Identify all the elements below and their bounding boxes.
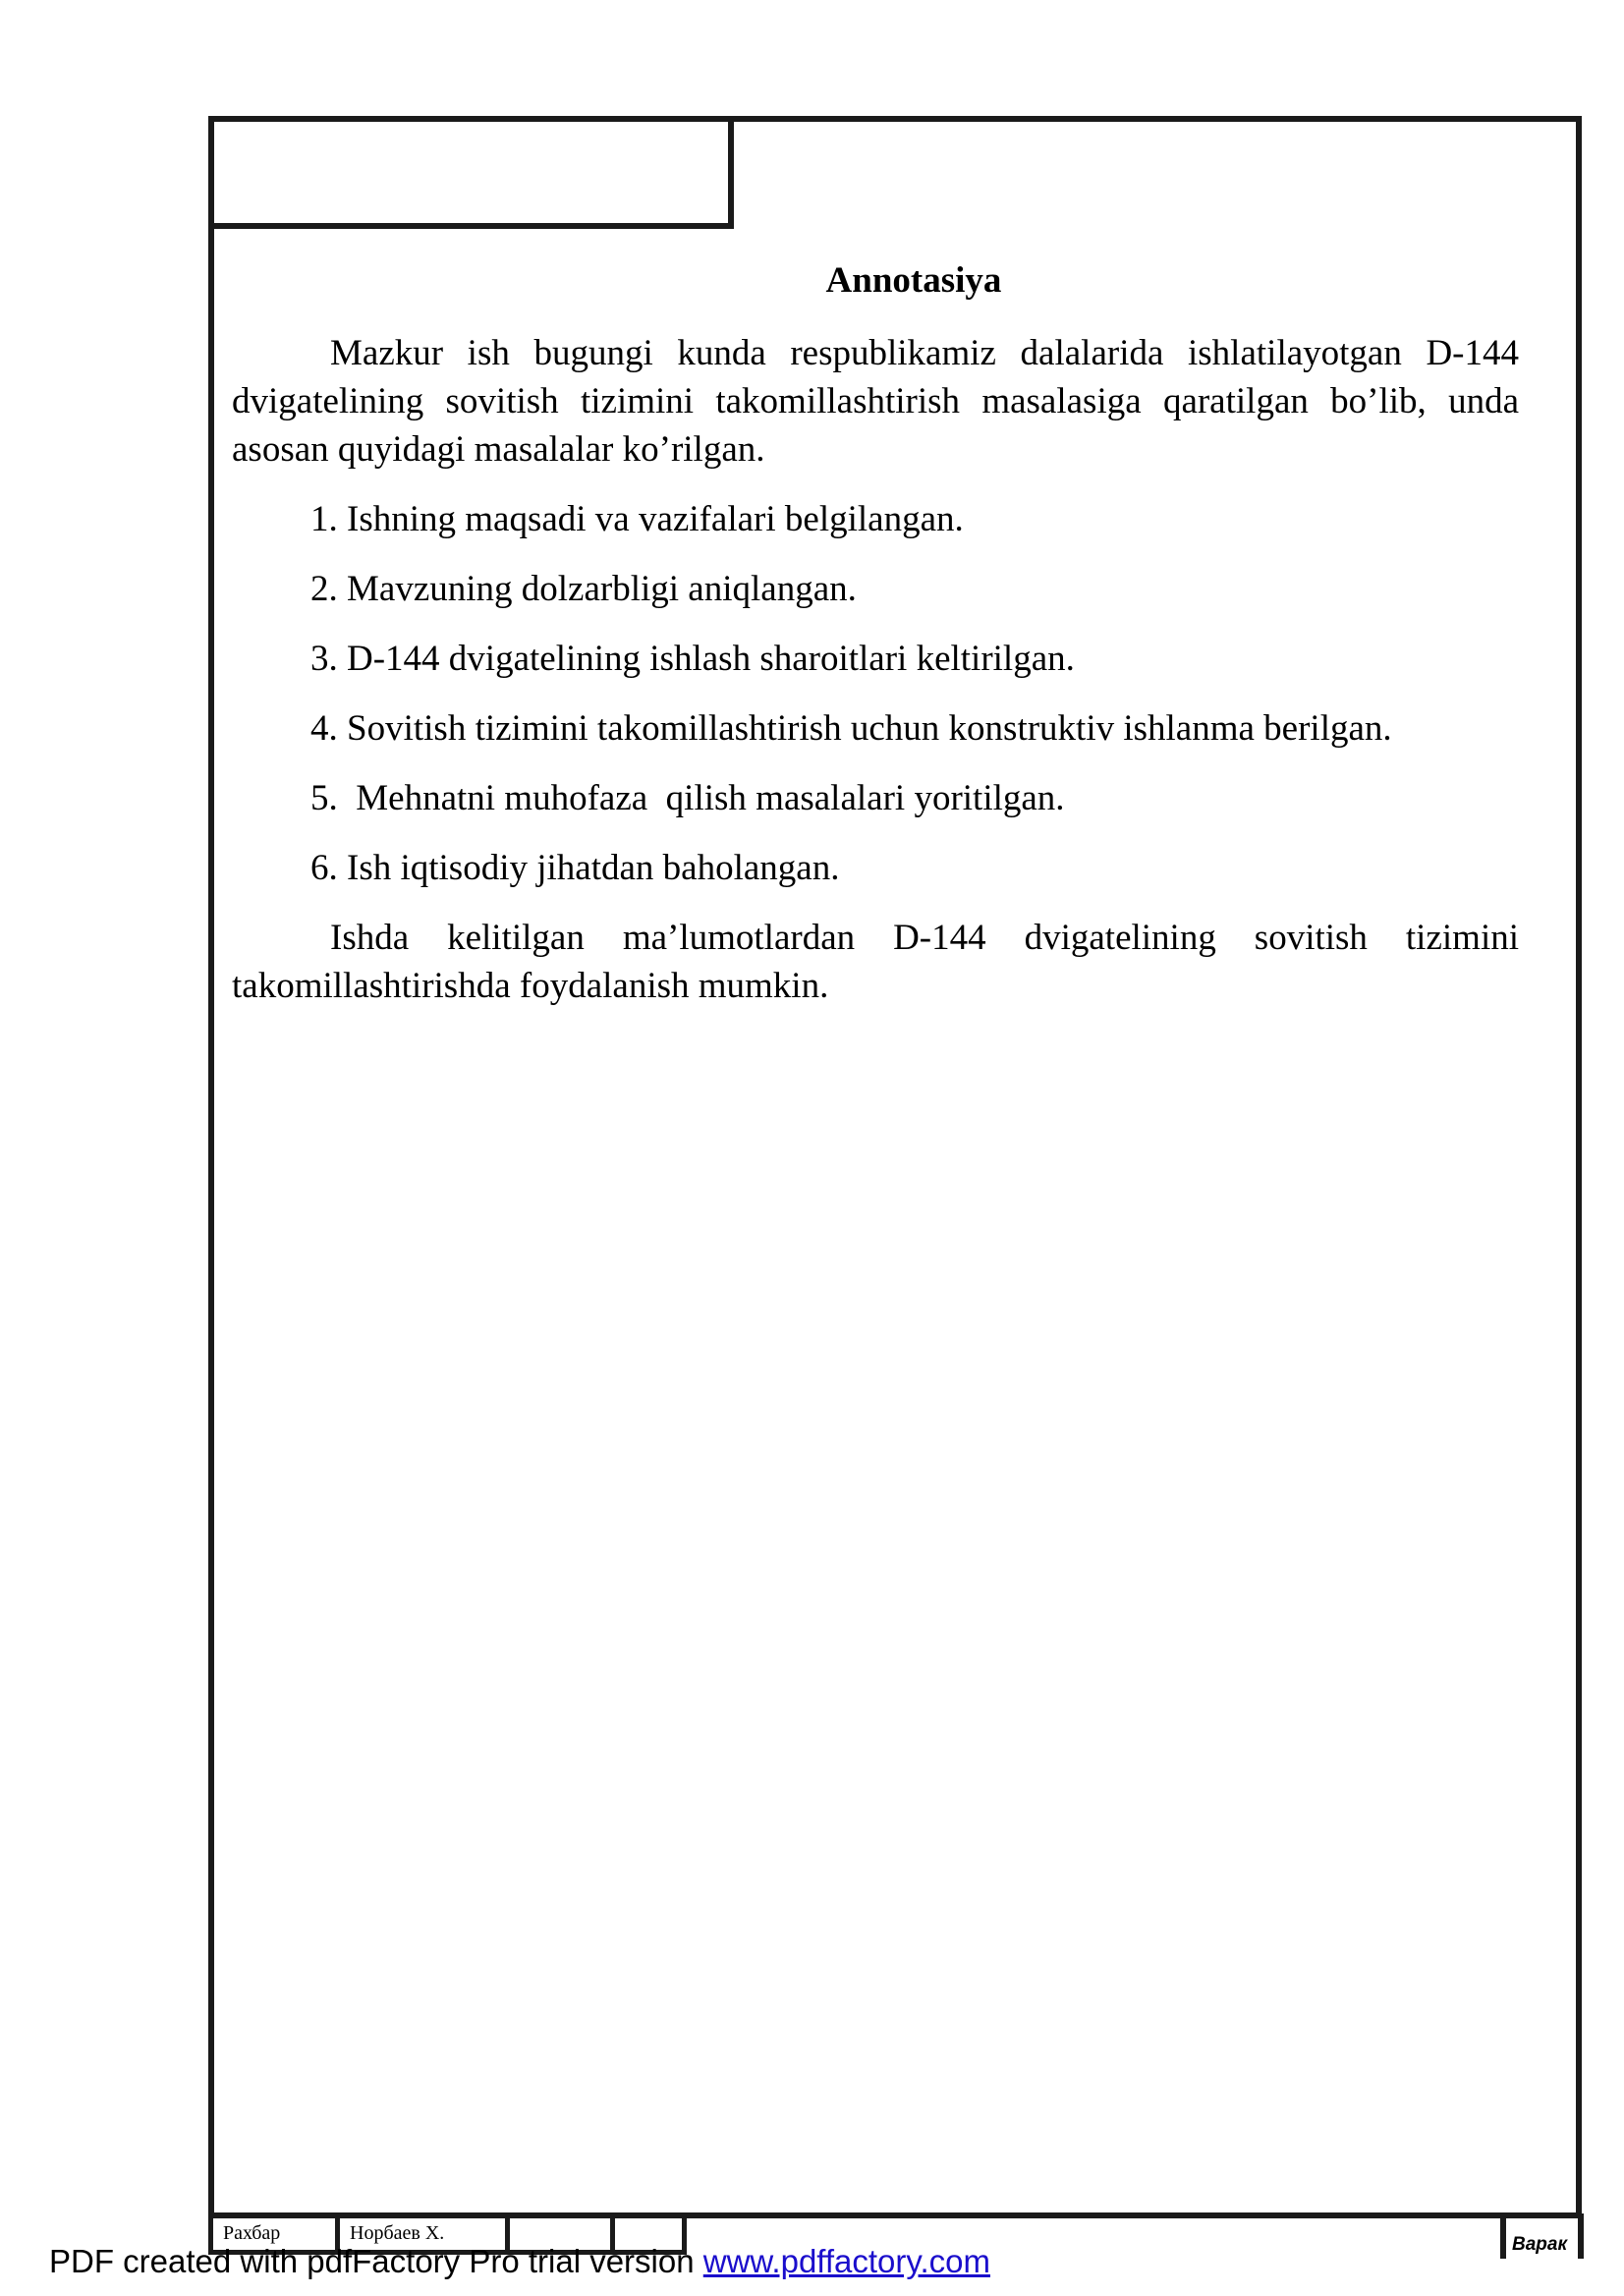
pdffactory-link[interactable]: www.pdffactory.com [702, 2243, 990, 2279]
footer-text: PDF created with pdfFactory Pro trial version [49, 2243, 703, 2279]
stamp-role-cell: Рахбар [208, 2213, 340, 2255]
stamp-name-cell: Норбаев Х. [335, 2213, 510, 2255]
sheet-label: Варак [1512, 2234, 1568, 2255]
list-item: 4. Sovitish tizimini takomillashtirish uchun konstruktiv ishlanma berilgan. [310, 708, 1392, 749]
list-item: 3. D-144 dvigatelining ishlash sharoitlari keltirilgan. [310, 639, 1075, 679]
page-title: Annotasiya [825, 260, 1002, 301]
conclusion-paragraph: Ishda kelitilgan ma’lumotlardan D-144 dvigatelining sovitish tizimini takomillashtirishda foydalanish mumkin. [232, 918, 1519, 1006]
document-body [232, 329, 1519, 1010]
list-item: 2. Mavzuning dolzarbligi aniqlangan. [310, 569, 857, 609]
list-item: 6. Ish iqtisodiy jihatdan baholangan. [310, 848, 840, 888]
intro-paragraph: Mazkur ish bugungi kunda respublikamiz dalalarida ishlatilayotgan D-144 dvigatelining sovitish tizimini takomillashtirish masalasiga qaratilgan bo’lib, unda asosan quyidagi masalalar ko’rilgan. [232, 333, 1519, 470]
list-item: 1. Ishning maqsadi va vazifalari belgilangan. [310, 499, 964, 539]
sheet-number-box [1500, 2213, 1584, 2259]
list-item: 5. Mehnatni muhofaza qilish masalalari yoritilgan. [310, 778, 1065, 818]
corner-stamp-box [208, 116, 734, 229]
pdf-watermark-footer [49, 2242, 990, 2281]
